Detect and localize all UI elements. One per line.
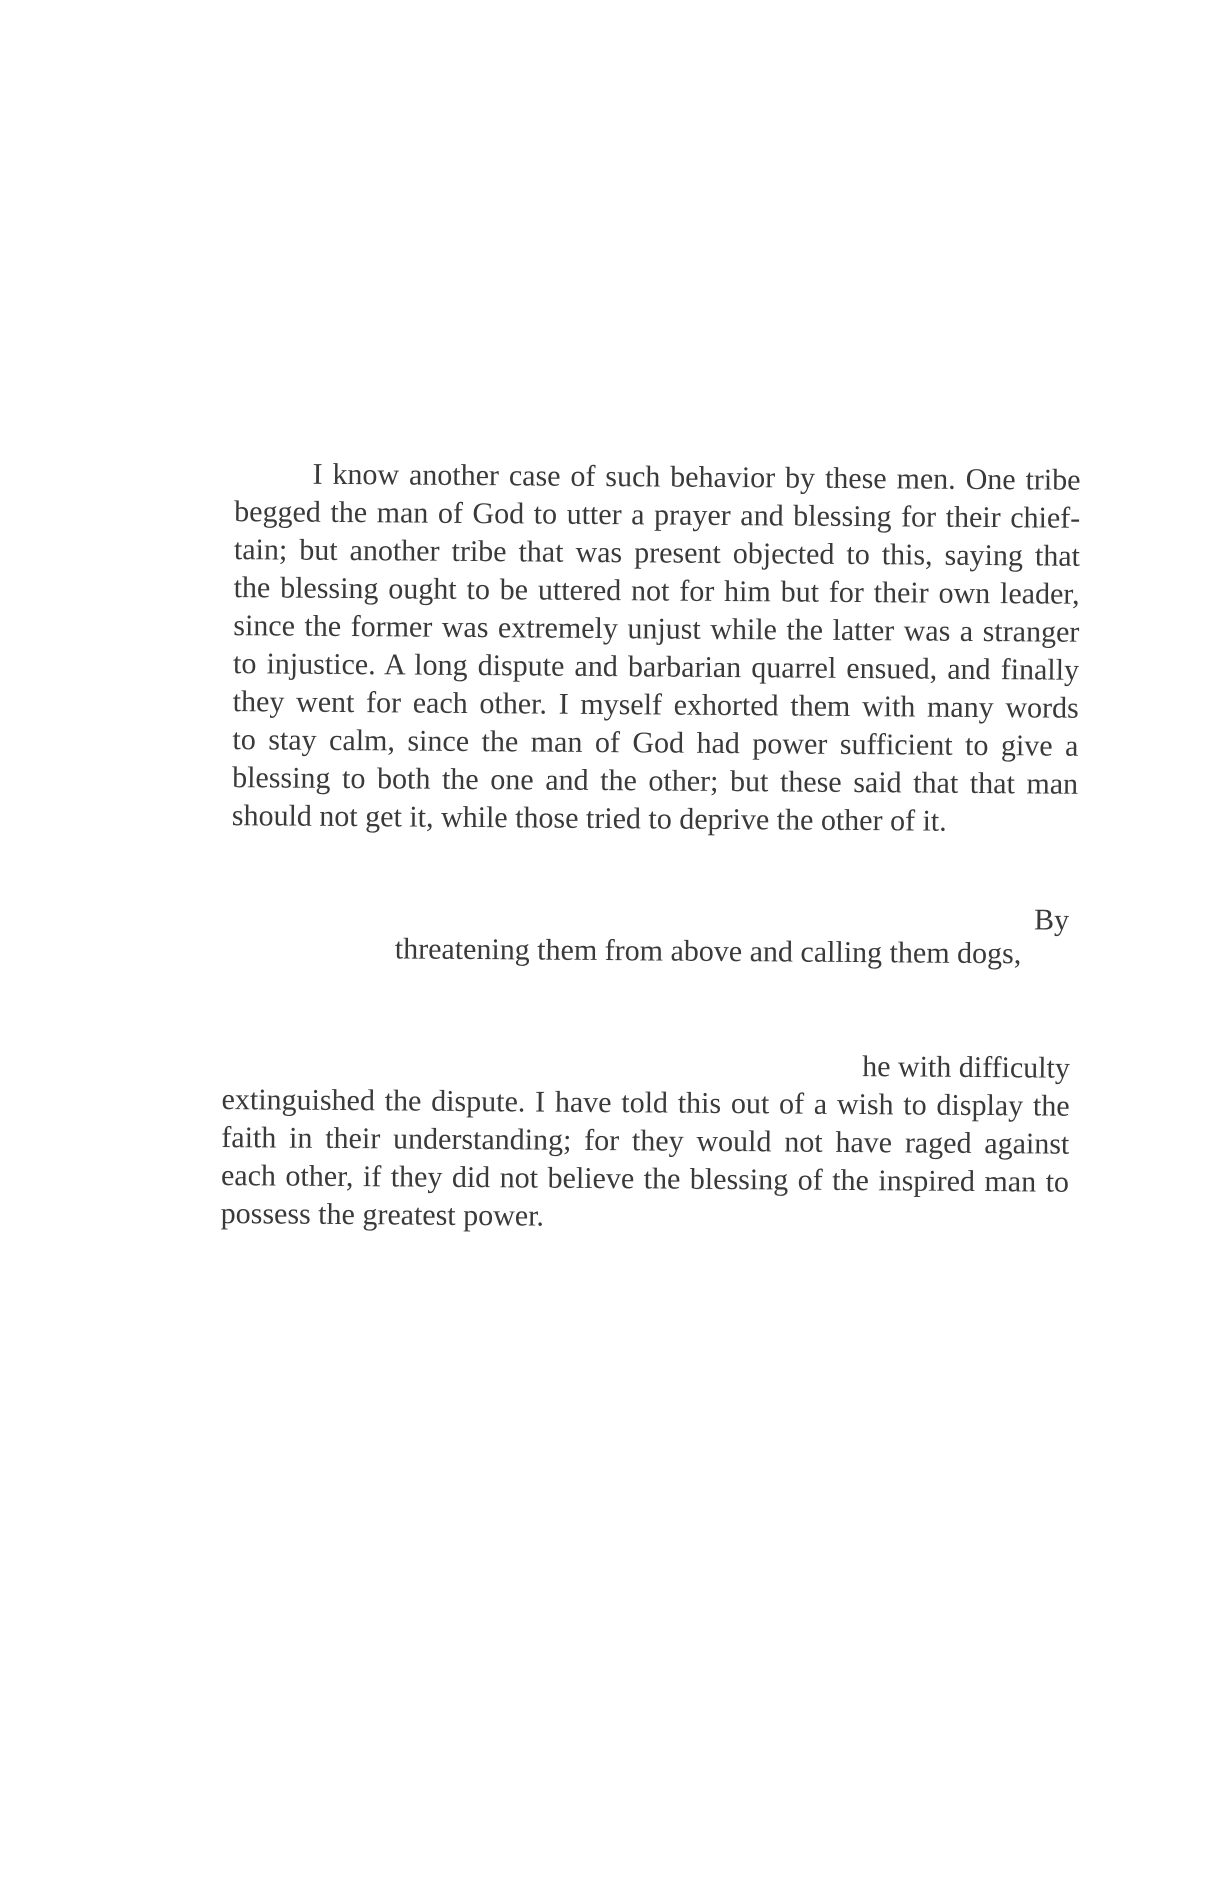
paragraph1-line-1: I know another case of such behavior by these men. One tribe bbox=[312, 457, 1081, 497]
paragraph1-line-9: blessing to both the one and the other; but these said that that man bbox=[232, 761, 1079, 801]
paragraph1-line-7: they went for each other. I myself exhorted them with many words bbox=[232, 685, 1079, 725]
fragment-with-difficulty: he with difficulty bbox=[862, 1050, 1071, 1085]
paragraph2-line-3: each other, if they did not believe the blessing of the inspired man to bbox=[220, 1159, 1070, 1199]
fragment-threatening: threatening them from above and calling them dogs, bbox=[394, 932, 1022, 971]
paragraph2-line-4: possess the greatest power. bbox=[220, 1197, 545, 1233]
paragraph1-line-5: since the former was extremely unjust while the latter was a stranger bbox=[233, 609, 1080, 649]
paragraph1-line-3: tain; but another tribe that was present objected to this, saying that bbox=[233, 533, 1081, 573]
paragraph2-line-2: faith in their understanding; for they would not have raged against bbox=[221, 1121, 1070, 1161]
paragraph1-line-10: should not get it, while those tried to deprive the other of it. bbox=[231, 799, 947, 838]
paragraph1-line-2: begged the man of God to utter a prayer and blessing for their chief- bbox=[234, 495, 1081, 535]
fragment-by: By bbox=[1033, 903, 1070, 937]
paragraph2-line-1: extinguished the dispute. I have told this out of a wish to display the bbox=[221, 1083, 1070, 1123]
paragraph1-line-4: the blessing ought to be uttered not for him but for their own leader, bbox=[233, 571, 1080, 611]
paragraph1-line-6: to injustice. A long dispute and barbarian quarrel ensued, and finally bbox=[232, 647, 1080, 687]
paragraph1-line-8: to stay calm, since the man of God had power sufficient to give a bbox=[232, 723, 1079, 763]
